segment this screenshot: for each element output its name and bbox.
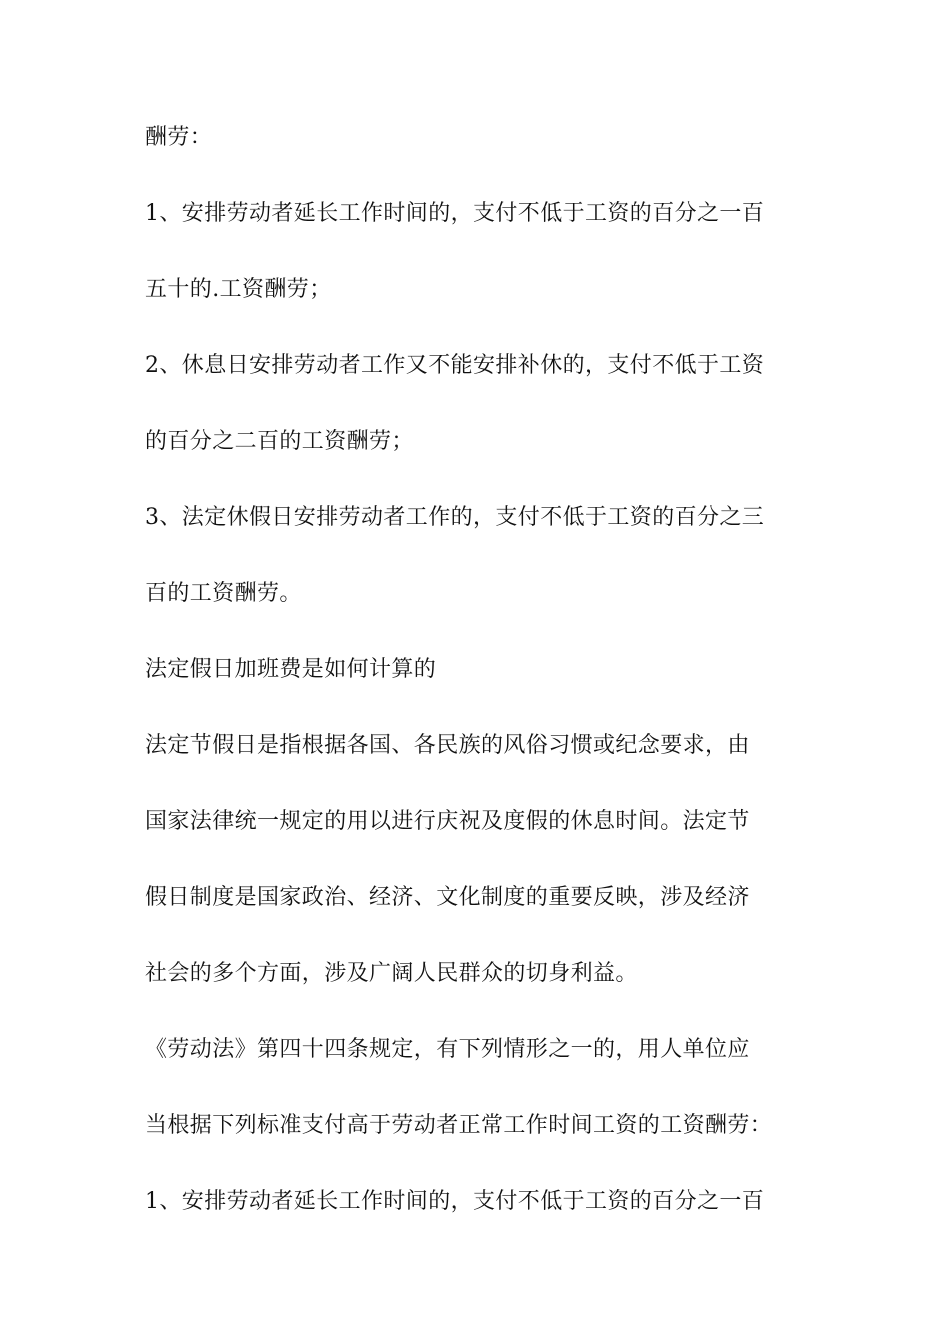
text-line: 《劳动法》第四十四条规定，有下列情形之一的，用人单位应: [145, 1037, 750, 1062]
text-line: 的百分之二百的工资酬劳；: [145, 429, 414, 454]
text-line: 国家法律统一规定的用以进行庆祝及度假的休息时间。法定节: [145, 809, 750, 834]
text-line: 2、休息日安排劳动者工作又不能安排补休的，支付不低于工资: [145, 353, 765, 378]
text-line: 1、安排劳动者延长工作时间的，支付不低于工资的百分之一百: [145, 201, 765, 226]
text-line: 3、法定休假日安排劳动者工作的，支付不低于工资的百分之三: [145, 505, 765, 530]
text-line: 社会的多个方面，涉及广阔人民群众的切身利益。: [145, 961, 638, 986]
section-heading: 法定假日加班费是如何计算的: [145, 657, 437, 682]
text-line: 当根据下列标准支付高于劳动者正常工作时间工资的工资酬劳：: [145, 1113, 773, 1138]
text-line: 酬劳：: [145, 125, 213, 150]
text-line: 百的工资酬劳。: [145, 581, 302, 606]
document-body: [145, 126, 825, 1266]
text-line: 1、安排劳动者延长工作时间的，支付不低于工资的百分之一百: [145, 1189, 765, 1214]
text-line: 五十的.工资酬劳；: [145, 277, 332, 302]
text-line: 法定节假日是指根据各国、各民族的风俗习惯或纪念要求，由: [145, 733, 750, 758]
text-line: 假日制度是国家政治、经济、文化制度的重要反映，涉及经济: [145, 885, 750, 910]
